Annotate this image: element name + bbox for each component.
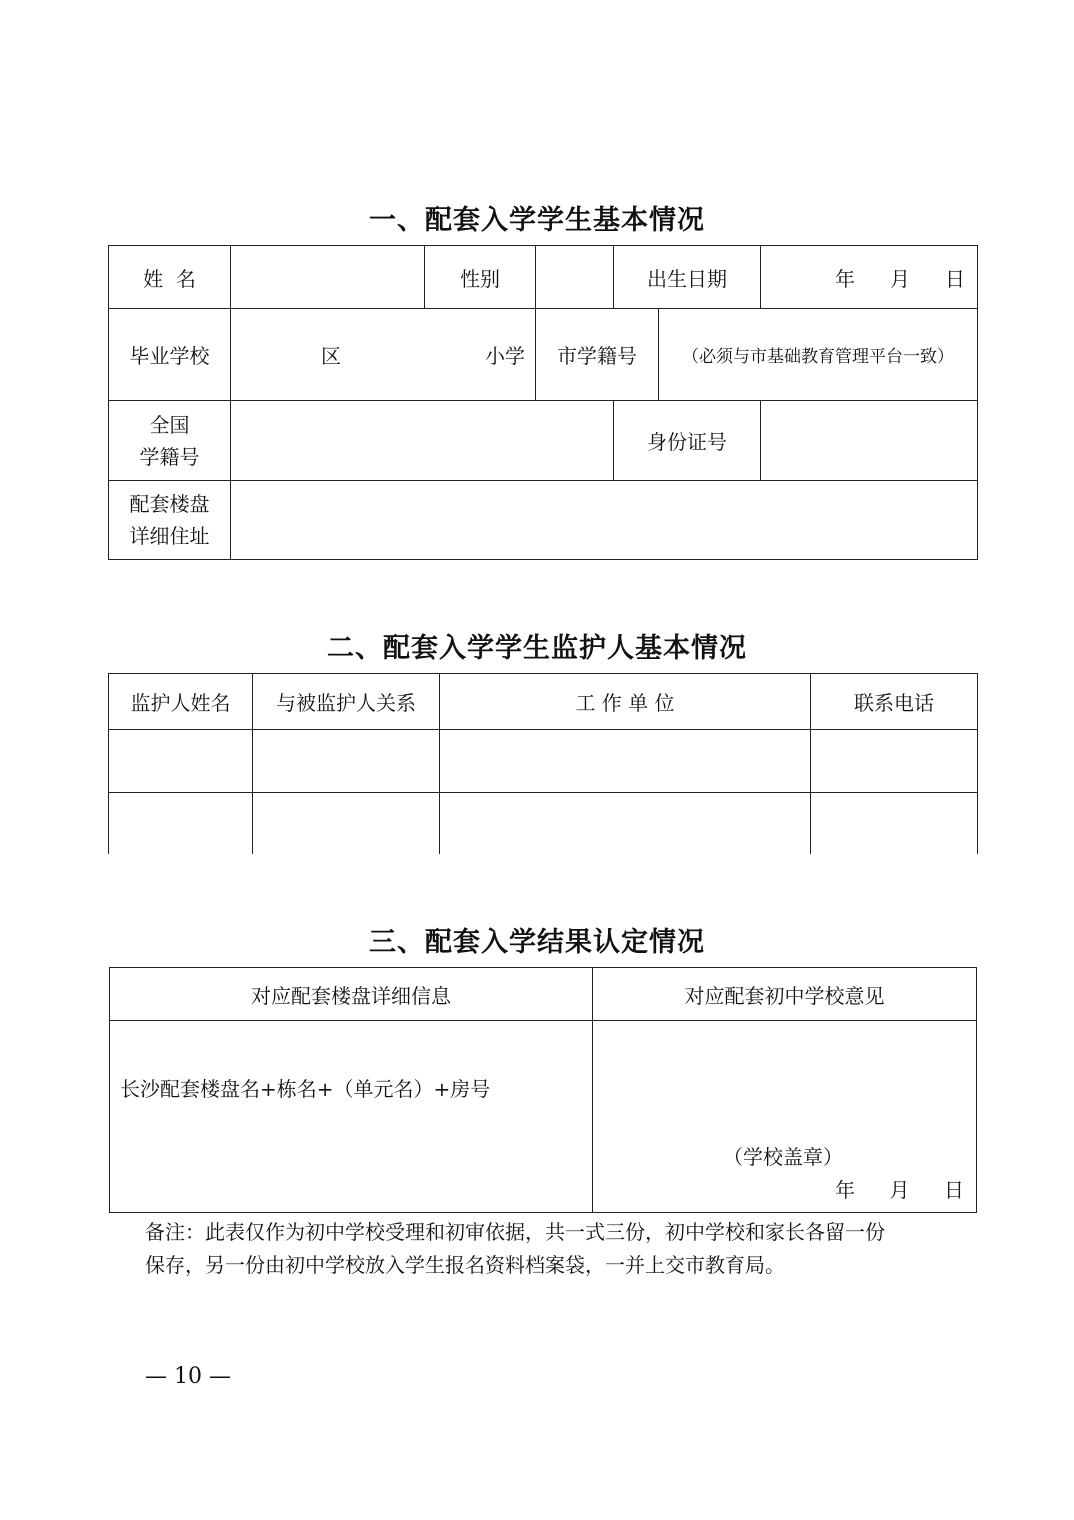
guardian-name-cell[interactable] (109, 730, 253, 793)
city-id-field[interactable] (659, 309, 978, 401)
guardian-phone-cell[interactable] (811, 730, 978, 793)
city-id-note: （必须与市基础教育管理平台一致） (682, 347, 954, 367)
address-label-line2: 详细住址 (129, 524, 210, 548)
guardian-row (109, 730, 978, 793)
opinion-year: 年 (835, 1178, 855, 1202)
result-table (109, 967, 977, 1213)
national-id-label-line2: 学籍号 (139, 444, 200, 469)
opinion-date (835, 1174, 964, 1203)
page-number: — 10 — (145, 1364, 231, 1389)
name-field[interactable] (231, 246, 425, 309)
property-info-header: 对应配套楼盘详细信息 (110, 968, 593, 1021)
property-format-text: 长沙配套楼盘名+栋名+（单元名）+房号 (120, 1077, 491, 1101)
section1-title: 一、配套入学学生基本情况 (369, 205, 705, 236)
address-field[interactable] (231, 481, 978, 560)
guardian-employer-header: 工 作 单 位 (440, 674, 811, 730)
guardian-row (109, 793, 978, 854)
school-opinion-header: 对应配套初中学校意见 (593, 968, 977, 1021)
property-info-cell[interactable] (110, 1021, 593, 1213)
idcard-label: 身份证号 (614, 401, 761, 481)
birth-label: 出生日期 (614, 246, 761, 309)
guardian-table (108, 673, 978, 854)
section2-title: 二、配套入学学生监护人基本情况 (327, 633, 747, 664)
birth-month: 月 (890, 266, 910, 291)
guardian-relation-cell[interactable] (253, 793, 440, 854)
city-id-label: 市学籍号 (536, 309, 659, 401)
opinion-month: 月 (889, 1178, 910, 1202)
section3-title: 三、配套入学结果认定情况 (369, 927, 705, 958)
guardian-name-cell[interactable] (109, 793, 253, 854)
school-opinion-cell[interactable] (593, 1021, 977, 1213)
guardian-employer-cell[interactable] (440, 730, 811, 793)
primary-text: 小学 (485, 344, 525, 368)
school-seal-text: （学校盖章） (723, 1145, 843, 1169)
remark-line1: 备注：此表仅作为初中学校受理和初审依据，共一式三份，初中学校和家长各留一份 (145, 1220, 885, 1244)
school-label: 毕业学校 (109, 309, 231, 401)
remark-line2: 保存，另一份由初中学校放入学生报名资料档案袋，一并上交市教育局。 (145, 1253, 785, 1277)
guardian-phone-cell[interactable] (811, 793, 978, 854)
guardian-employer-cell[interactable] (440, 793, 811, 854)
address-label-line1: 配套楼盘 (129, 492, 210, 516)
national-id-label-line1: 全国 (149, 412, 190, 437)
guardian-relation-cell[interactable] (253, 730, 440, 793)
national-id-field[interactable] (231, 401, 614, 481)
national-id-label (109, 401, 231, 481)
guardian-phone-header: 联系电话 (811, 674, 978, 730)
idcard-field[interactable] (761, 401, 978, 481)
address-label (109, 481, 231, 560)
guardian-relation-header: 与被监护人关系 (253, 674, 440, 730)
school-field[interactable] (231, 309, 536, 401)
remark-note (145, 1216, 955, 1282)
gender-field[interactable] (536, 246, 614, 309)
birth-day: 日 (945, 266, 965, 291)
birth-year: 年 (835, 266, 855, 291)
student-info-table (108, 245, 978, 560)
opinion-day: 日 (944, 1178, 964, 1202)
gender-label: 性别 (425, 246, 536, 309)
birth-field[interactable] (761, 246, 978, 309)
guardian-name-header: 监护人姓名 (109, 674, 253, 730)
district-text: 区 (321, 344, 341, 368)
name-label: 姓 名 (109, 246, 231, 309)
